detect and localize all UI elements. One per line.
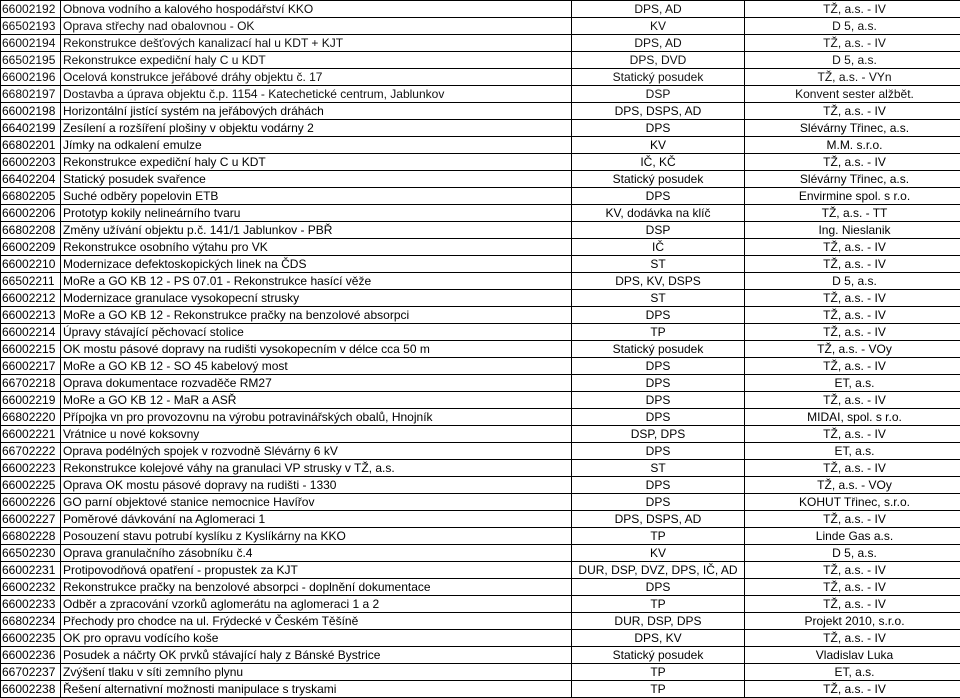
project-id-cell: 66502211 <box>1 273 61 290</box>
project-id-cell: 66002213 <box>1 307 61 324</box>
table-row <box>1 222 960 239</box>
client-cell: TŽ, a.s. - IV <box>745 324 960 341</box>
project-name-cell: MoRe a GO KB 12 - PS 07.01 - Rekonstrukce hasící věže <box>61 273 572 290</box>
table-row <box>1 664 960 681</box>
client-cell: Envirmine spol. s r.o. <box>745 188 960 205</box>
project-name-cell: Ocelová konstrukce jeřábové dráhy objektu č. 17 <box>61 69 572 86</box>
project-id-cell: 66702237 <box>1 664 61 681</box>
table-row <box>1 324 960 341</box>
project-name-cell: MoRe a GO KB 12 - Rekonstrukce pračky na benzolové absorpci <box>61 307 572 324</box>
project-name-cell: Změny užívání objektu p.č. 141/1 Jablunkov - PBŘ <box>61 222 572 239</box>
project-id-cell: 66002214 <box>1 324 61 341</box>
table-row <box>1 681 960 698</box>
client-cell: Vladislav Luka <box>745 647 960 664</box>
client-cell: TŽ, a.s. - IV <box>745 460 960 477</box>
project-name-cell: Horizontální jistící systém na jeřábových dráhách <box>61 103 572 120</box>
client-cell: TŽ, a.s. - IV <box>745 154 960 171</box>
client-cell: TŽ, a.s. - IV <box>745 103 960 120</box>
table-row <box>1 528 960 545</box>
documentation-type-cell: Statický posudek <box>572 647 745 664</box>
project-name-cell: Oprava podélných spojek v rozvodně Slévárny 6 kV <box>61 443 572 460</box>
documentation-type-cell: DPS, DSPS, AD <box>572 511 745 528</box>
documentation-type-cell: KV <box>572 18 745 35</box>
table-row <box>1 409 960 426</box>
project-id-cell: 66702218 <box>1 375 61 392</box>
documentation-type-cell: TP <box>572 596 745 613</box>
client-cell: TŽ, a.s. - IV <box>745 426 960 443</box>
documentation-type-cell: TP <box>572 324 745 341</box>
project-id-cell: 66002212 <box>1 290 61 307</box>
documentation-type-cell: DUR, DSP, DVZ, DPS, IČ, AD <box>572 562 745 579</box>
documentation-type-cell: DPS <box>572 375 745 392</box>
client-cell: TŽ, a.s. - VYn <box>745 69 960 86</box>
client-cell: M.M. s.r.o. <box>745 137 960 154</box>
project-id-cell: 66002196 <box>1 69 61 86</box>
documentation-type-cell: TP <box>572 528 745 545</box>
client-cell: TŽ, a.s. - IV <box>745 239 960 256</box>
project-id-cell: 66802205 <box>1 188 61 205</box>
project-id-cell: 66002215 <box>1 341 61 358</box>
client-cell: KOHUT Třinec, s.r.o. <box>745 494 960 511</box>
documentation-type-cell: DPS, AD <box>572 1 745 18</box>
project-id-cell: 66002235 <box>1 630 61 647</box>
table-row <box>1 613 960 630</box>
project-id-cell: 66002194 <box>1 35 61 52</box>
project-id-cell: 66002192 <box>1 1 61 18</box>
project-name-cell: Rekonstrukce expediční haly C u KDT <box>61 52 572 69</box>
documentation-type-cell: ST <box>572 460 745 477</box>
table-row <box>1 120 960 137</box>
project-id-cell: 66002227 <box>1 511 61 528</box>
table-row <box>1 647 960 664</box>
project-name-cell: Modernizace granulace vysokopecní strusky <box>61 290 572 307</box>
table-row <box>1 358 960 375</box>
documentation-type-cell: DPS <box>572 409 745 426</box>
project-name-cell: Posudek a náčrty OK prvků stávající haly z Bánské Bystrice <box>61 647 572 664</box>
client-cell: TŽ, a.s. - IV <box>745 681 960 698</box>
table-row <box>1 596 960 613</box>
table-row <box>1 307 960 324</box>
project-name-cell: Oprava granulačního zásobníku č.4 <box>61 545 572 562</box>
documentation-type-cell: Statický posudek <box>572 171 745 188</box>
project-id-cell: 66002232 <box>1 579 61 596</box>
project-name-cell: Rekonstrukce osobního výtahu pro VK <box>61 239 572 256</box>
project-id-cell: 66702222 <box>1 443 61 460</box>
project-name-cell: OK pro opravu vodícího koše <box>61 630 572 647</box>
table-row <box>1 188 960 205</box>
table-row <box>1 18 960 35</box>
table-row <box>1 562 960 579</box>
table-body <box>1 1 960 698</box>
client-cell: TŽ, a.s. - IV <box>745 392 960 409</box>
table-row <box>1 630 960 647</box>
project-name-cell: GO parní objektové stanice nemocnice Havířov <box>61 494 572 511</box>
documentation-type-cell: DPS, AD <box>572 35 745 52</box>
table-row <box>1 35 960 52</box>
project-id-cell: 66002219 <box>1 392 61 409</box>
project-id-cell: 66002221 <box>1 426 61 443</box>
documentation-type-cell: DSP, DPS <box>572 426 745 443</box>
client-cell: ET, a.s. <box>745 375 960 392</box>
table-row <box>1 579 960 596</box>
client-cell: TŽ, a.s. - IV <box>745 630 960 647</box>
client-cell: Ing. Nieslanik <box>745 222 960 239</box>
project-name-cell: Rekonstrukce kolejové váhy na granulaci VP strusky v TŽ, a.s. <box>61 460 572 477</box>
table-row <box>1 239 960 256</box>
client-cell: Projekt 2010, s.r.o. <box>745 613 960 630</box>
client-cell: TŽ, a.s. - IV <box>745 511 960 528</box>
table-row <box>1 375 960 392</box>
project-name-cell: MoRe a GO KB 12 - SO 45 kabelový most <box>61 358 572 375</box>
project-id-cell: 66002198 <box>1 103 61 120</box>
documentation-type-cell: DPS, KV, DSPS <box>572 273 745 290</box>
table-row <box>1 205 960 222</box>
documentation-type-cell: DPS <box>572 188 745 205</box>
table-row <box>1 1 960 18</box>
documentation-type-cell: DPS <box>572 307 745 324</box>
project-name-cell: Zesílení a rozšíření plošiny v objektu vodárny 2 <box>61 120 572 137</box>
project-id-cell: 66802234 <box>1 613 61 630</box>
project-id-cell: 66802208 <box>1 222 61 239</box>
documentation-type-cell: KV <box>572 545 745 562</box>
project-id-cell: 66002238 <box>1 681 61 698</box>
project-name-cell: Přípojka vn pro provozovnu na výrobu potravinářských obalů, Hnojník <box>61 409 572 426</box>
client-cell: TŽ, a.s. - IV <box>745 290 960 307</box>
project-name-cell: Odběr a zpracování vzorků aglomerátu na aglomeraci 1 a 2 <box>61 596 572 613</box>
project-name-cell: Poměrové dávkování na Aglomeraci 1 <box>61 511 572 528</box>
client-cell: TŽ, a.s. - IV <box>745 358 960 375</box>
project-id-cell: 66002206 <box>1 205 61 222</box>
documentation-type-cell: TP <box>572 681 745 698</box>
project-name-cell: Rekonstrukce expediční haly C u KDT <box>61 154 572 171</box>
table-row <box>1 86 960 103</box>
project-name-cell: Oprava dokumentace rozvaděče RM27 <box>61 375 572 392</box>
client-cell: TŽ, a.s. - VOy <box>745 341 960 358</box>
documentation-type-cell: IČ, KČ <box>572 154 745 171</box>
client-cell: TŽ, a.s. - IV <box>745 256 960 273</box>
documentation-type-cell: DPS, KV <box>572 630 745 647</box>
client-cell: TŽ, a.s. - IV <box>745 562 960 579</box>
table-row <box>1 137 960 154</box>
project-name-cell: Přechody pro chodce na ul. Frýdecké v Českém Těšíně <box>61 613 572 630</box>
table-row <box>1 511 960 528</box>
table-row <box>1 426 960 443</box>
client-cell: Slévárny Třinec, a.s. <box>745 120 960 137</box>
client-cell: ET, a.s. <box>745 443 960 460</box>
table-row <box>1 69 960 86</box>
documentation-type-cell: TP <box>572 664 745 681</box>
project-name-cell: Posouzení stavu potrubí kyslíku z Kyslíkárny na KKO <box>61 528 572 545</box>
documentation-type-cell: DPS <box>572 120 745 137</box>
project-id-cell: 66002226 <box>1 494 61 511</box>
client-cell: MIDAI, spol. s r.o. <box>745 409 960 426</box>
client-cell: TŽ, a.s. - IV <box>745 596 960 613</box>
documentation-type-cell: DPS <box>572 443 745 460</box>
documentation-type-cell: DPS <box>572 358 745 375</box>
project-name-cell: Úpravy stávající pěchovací stolice <box>61 324 572 341</box>
table-row <box>1 477 960 494</box>
project-id-cell: 66802220 <box>1 409 61 426</box>
project-id-cell: 66802197 <box>1 86 61 103</box>
client-cell: Konvent sester alžbět. <box>745 86 960 103</box>
documentation-type-cell: DPS <box>572 494 745 511</box>
client-cell: TŽ, a.s. - IV <box>745 35 960 52</box>
project-id-cell: 66402199 <box>1 120 61 137</box>
client-cell: ET, a.s. <box>745 664 960 681</box>
project-name-cell: Statický posudek svařence <box>61 171 572 188</box>
client-cell: Linde Gas a.s. <box>745 528 960 545</box>
project-name-cell: Vrátnice u nové koksovny <box>61 426 572 443</box>
documentation-type-cell: DSP <box>572 222 745 239</box>
project-name-cell: Zvýšení tlaku v síti zemního plynu <box>61 664 572 681</box>
project-id-cell: 66002236 <box>1 647 61 664</box>
project-name-cell: Dostavba a úprava objektu č.p. 1154 - Katechetické centrum, Jablunkov <box>61 86 572 103</box>
table-row <box>1 443 960 460</box>
project-name-cell: OK mostu pásové dopravy na rudišti vysokopecním v délce cca 50 m <box>61 341 572 358</box>
documentation-type-cell: KV <box>572 137 745 154</box>
project-id-cell: 66002203 <box>1 154 61 171</box>
project-name-cell: Oprava střechy nad obalovnou - OK <box>61 18 572 35</box>
project-id-cell: 66802201 <box>1 137 61 154</box>
documentation-type-cell: DPS <box>572 477 745 494</box>
documentation-type-cell: IČ <box>572 239 745 256</box>
documentation-type-cell: DPS, DVD <box>572 52 745 69</box>
documentation-type-cell: DPS <box>572 579 745 596</box>
documentation-type-cell: ST <box>572 256 745 273</box>
table-row <box>1 392 960 409</box>
documentation-type-cell: ST <box>572 290 745 307</box>
project-id-cell: 66502230 <box>1 545 61 562</box>
client-cell: TŽ, a.s. - TT <box>745 205 960 222</box>
client-cell: TŽ, a.s. - IV <box>745 579 960 596</box>
client-cell: TŽ, a.s. - IV <box>745 307 960 324</box>
client-cell: D 5, a.s. <box>745 273 960 290</box>
project-name-cell: Rekonstrukce dešťových kanalizací hal u KDT + KJT <box>61 35 572 52</box>
documentation-type-cell: Statický posudek <box>572 341 745 358</box>
client-cell: TŽ, a.s. - VOy <box>745 477 960 494</box>
project-name-cell: Řešení alternativní možnosti manipulace s tryskami <box>61 681 572 698</box>
project-name-cell: Oprava OK mostu pásové dopravy na rudišti - 1330 <box>61 477 572 494</box>
project-name-cell: Obnova vodního a kalového hospodářství KKO <box>61 1 572 18</box>
table-row <box>1 52 960 69</box>
client-cell: D 5, a.s. <box>745 545 960 562</box>
project-id-cell: 66402204 <box>1 171 61 188</box>
table-row <box>1 103 960 120</box>
client-cell: D 5, a.s. <box>745 18 960 35</box>
table-row <box>1 460 960 477</box>
project-id-cell: 66002233 <box>1 596 61 613</box>
documentation-type-cell: DUR, DSP, DPS <box>572 613 745 630</box>
project-id-cell: 66002225 <box>1 477 61 494</box>
table-row <box>1 256 960 273</box>
project-name-cell: Protipovodňová opatření - propustek za KJT <box>61 562 572 579</box>
project-id-cell: 66002210 <box>1 256 61 273</box>
project-id-cell: 66502195 <box>1 52 61 69</box>
documentation-type-cell: DSP <box>572 86 745 103</box>
table-row <box>1 171 960 188</box>
documentation-type-cell: Statický posudek <box>572 69 745 86</box>
project-id-cell: 66002217 <box>1 358 61 375</box>
project-id-cell: 66002223 <box>1 460 61 477</box>
project-name-cell: Suché odběry popelovin ETB <box>61 188 572 205</box>
table-row <box>1 545 960 562</box>
documentation-type-cell: DPS <box>572 392 745 409</box>
project-name-cell: Modernizace defektoskopických linek na ČDS <box>61 256 572 273</box>
table-row <box>1 273 960 290</box>
client-cell: Slévárny Třinec, a.s. <box>745 171 960 188</box>
documentation-type-cell: KV, dodávka na klíč <box>572 205 745 222</box>
client-cell: TŽ, a.s. - IV <box>745 1 960 18</box>
project-name-cell: Prototyp kokily nelineárního tvaru <box>61 205 572 222</box>
table-row <box>1 494 960 511</box>
project-id-cell: 66502193 <box>1 18 61 35</box>
client-cell: D 5, a.s. <box>745 52 960 69</box>
project-id-cell: 66002209 <box>1 239 61 256</box>
table-row <box>1 341 960 358</box>
project-name-cell: Jímky na odkalení emulze <box>61 137 572 154</box>
table-row <box>1 290 960 307</box>
project-name-cell: MoRe a GO KB 12 - MaR a ASŘ <box>61 392 572 409</box>
project-id-cell: 66802228 <box>1 528 61 545</box>
project-id-cell: 66002231 <box>1 562 61 579</box>
project-name-cell: Rekonstrukce pračky na benzolové absorpci - doplnění dokumentace <box>61 579 572 596</box>
table-row <box>1 154 960 171</box>
documentation-type-cell: DPS, DSPS, AD <box>572 103 745 120</box>
